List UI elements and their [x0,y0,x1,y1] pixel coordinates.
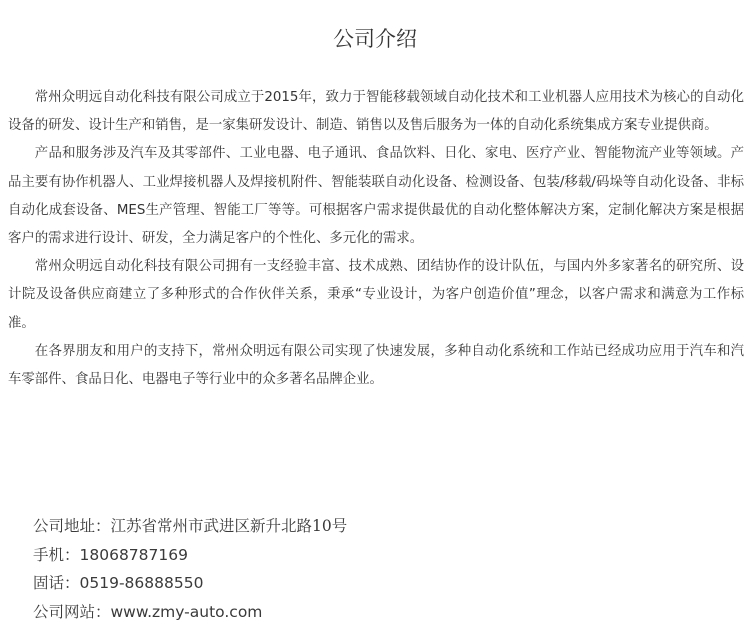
contact-info [33,512,733,626]
contact-website[interactable]: 公司网站：www.zmy-auto.com [33,602,263,621]
intro-paragraph-founding: 常州众明远自动化科技有限公司成立于2015年，致力于智能移载领域自动化技术和工业机器人应用技术为核心的自动化设备的研发、设计生产和销售，是一家集研发设计、制造、销售以及售后服务为一体的自动化系统集成方案专业提供商。 [8,90,744,134]
contact-mobile: 手机：18068787169 [33,545,188,564]
page-title: 公司介绍 [333,27,417,51]
intro-paragraph-development: 在各界朋友和用户的支持下，常州众明远有限公司实现了快速发展，多种自动化系统和工作站已经成功应用于汽车和汽车零部件、食品日化、电器电子等行业中的众多著名品牌企业。 [8,343,744,388]
contact-phone: 固话：0519-86888550 [33,574,204,592]
intro-paragraph-products: 产品和服务涉及汽车及其零部件、工业电器、电子通讯、食品饮料、日化、家电、医疗产业、智能物流产业等领域。产品主要有协作机器人、工业焊接机器人及焊接机附件、智能装联自动化设备、检测设备、包装/移载/码垛等自动化设备、非标自动化成套设备、MES生产管理、智能工厂等等。可根据客户需求提供最优的自动化整体解决方案，定制化解决方案是根据客户的需求进行设计、研发，全力满足客户的个性化、多元化的需求。 [8,146,744,247]
intro-paragraph-team: 常州众明远自动化科技有限公司拥有一支经验丰富、技术成熟、团结协作的设计队伍，与国内外多家著名的研究所、设计院及设备供应商建立了多种形式的合作伙伴关系，秉承“专业设计，为客户创造价值”理念，以客户需求和满意为工作标准。 [8,259,744,331]
intro-body [8,84,744,394]
contact-address: 公司地址：江苏省常州市武进区新升北路10号 [33,517,348,535]
